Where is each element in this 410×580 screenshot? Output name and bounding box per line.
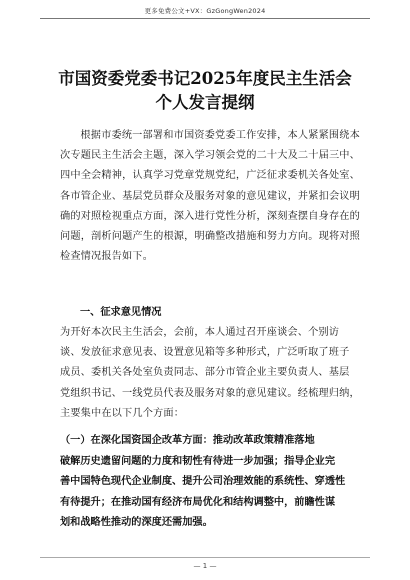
paragraph-line: 谈、发放征求意见表、设置意见箱等多种形式，广泛听取了班子 (60, 347, 350, 359)
header-divider (40, 18, 370, 19)
paragraph-line: 为开好本次民主生活会，会前，本人通过召开座谈会、个别访 (60, 327, 340, 338)
footer-divider (40, 557, 370, 558)
subsection-bold-paragraph (60, 430, 360, 533)
document-title-line-2: 个人发言提纲 (155, 93, 255, 112)
section-heading: 一、征求意见情况 (80, 307, 162, 318)
bold-line: 破解历史遗留问题的力度和韧性有待进一步加强；指导企业完 (60, 454, 336, 467)
bold-line: （一）在深化国资国企改革方面：推动改革政策精准落地 (60, 434, 315, 446)
document-title-line-1: 市国资委党委书记2025年度民主生活会 (58, 69, 352, 88)
paragraph-line: 成员、委机关各处室负责同志、部分市管企业主要负责人、基层 (60, 367, 350, 379)
section-paragraph (60, 323, 360, 424)
bold-line: 有待提升；在推动国有经济布局优化和结构调整中，前瞻性谋 (60, 495, 336, 508)
bold-line: 划和战略性推动的深度还需加强。 (60, 516, 213, 528)
paragraph-line: 党组织书记、一线党员代表及服务对象的意见建议。经梳理归纳， (60, 387, 360, 399)
intro-paragraph: 根据市委统一部署和市国资委党委工作安排，本人紧紧围绕本次专题民主生活会主题，深入学习领会党的二十大及二十届三中、四中全会精神，认真学习党章党规党纪，广泛征求委机关各处室、各市管企业、基层党员群众及服务对象的意见建议，并紧扣会议明确的对照检视重点方面，深入进行党性分析，深刻查摆自身存在的问题，剖析问题产生的根源，明确整改措施和努力方向。现将对照检查情况报告如下。 (60, 130, 360, 263)
header-note: 更多免费公文+VX：GzGongWen2024 (144, 7, 266, 15)
page-number: — 1 — (193, 562, 217, 570)
paragraph-line: 主要集中在以下几个方面： (60, 407, 185, 419)
bold-line: 善中国特色现代企业制度、提升公司治理效能的系统性、穿透性 (60, 475, 346, 487)
